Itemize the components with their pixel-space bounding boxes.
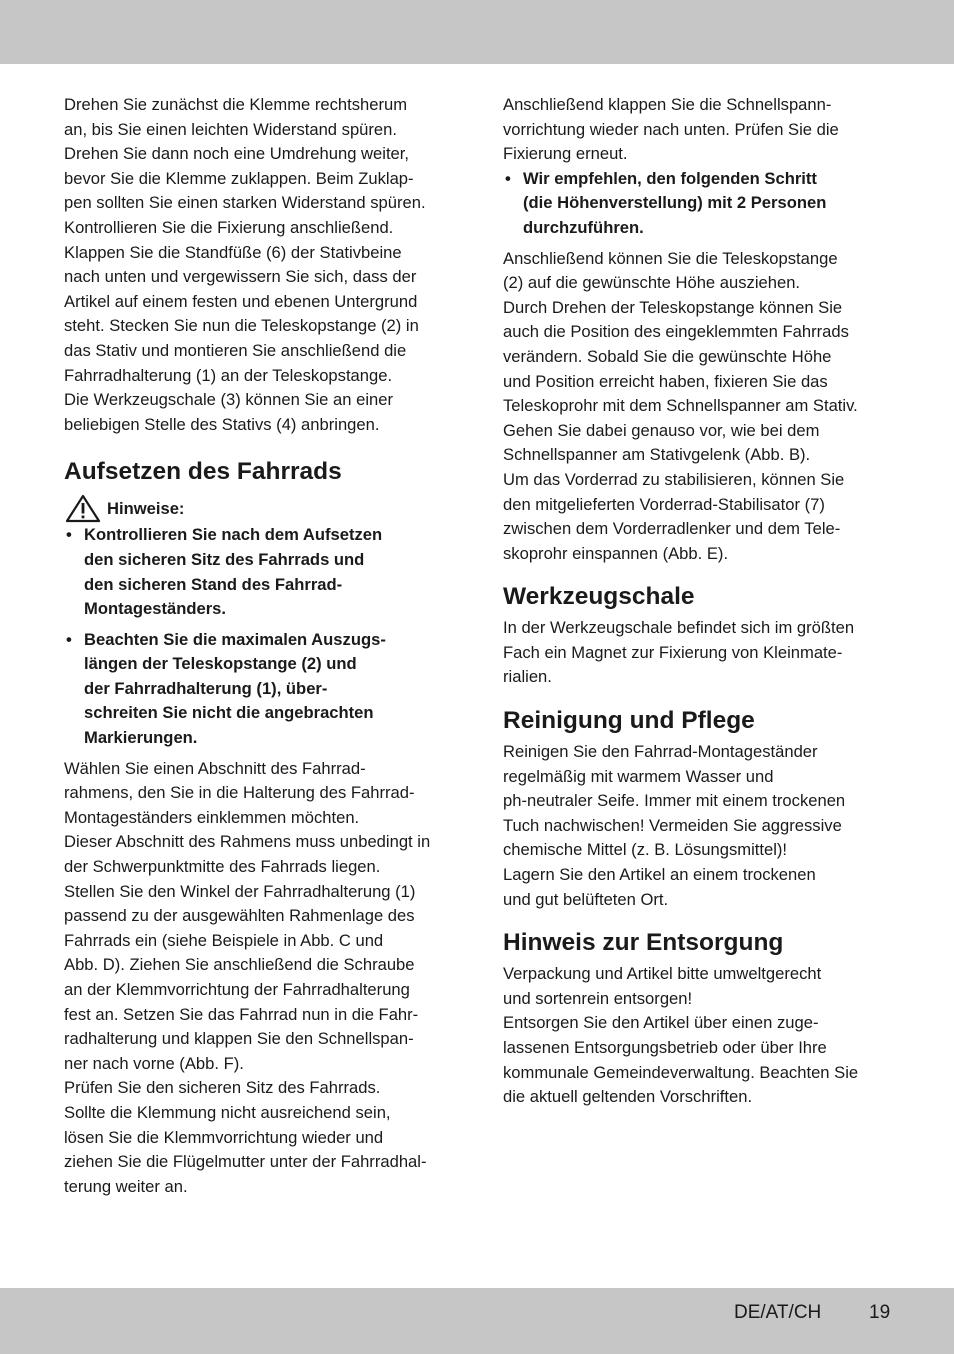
text-line: den sicheren Stand des Fahrrad- [84,574,343,594]
text-line: Sollte die Klemmung nicht ausreichend sein, [64,1102,391,1122]
page-number: 19 [869,1302,891,1323]
text-line: Klappen Sie die Standfüße (6) der Stativbeine [64,242,402,262]
text-line: Durch Drehen der Teleskopstange können Sie [503,297,843,317]
text-line: die aktuell geltenden Vorschriften. [503,1087,753,1107]
list-item [64,628,456,751]
text-line: bevor Sie die Klemme zuklappen. Beim Zuklap- [64,168,414,188]
text-line: lösen Sie die Klemmvorrichtung wieder und [64,1127,384,1147]
text-line: längen der Teleskopstange (2) und [84,654,357,674]
text-line: ner nach vorne (Abb. F). [64,1053,244,1073]
text-line: rialien. [503,667,552,687]
text-line: • Wir empfehlen, den folgenden Schritt [523,168,817,188]
text-line: zwischen dem Vorderradlenker und dem Tele- [503,519,841,539]
hint-list [64,523,456,750]
recommendation-list [503,167,893,241]
text-line: • Kontrollieren Sie nach dem Aufsetzen [84,525,383,545]
section-heading-entsorgung: Hinweis zur Entsorgung [503,929,784,957]
text-line: Fach ein Magnet zur Fixierung von Kleinmate- [503,642,843,662]
text-line: Drehen Sie zunächst die Klemme rechtsherum [64,95,408,114]
list-item [503,167,893,241]
text-line: Dieser Abschnitt des Rahmens muss unbedingt in [64,832,431,852]
header-bar [0,0,954,64]
text-line: Artikel auf einem festen und ebenen Untergrund [64,291,418,311]
text-line: steht. Stecken Sie nun die Teleskopstange (2) in [64,316,419,336]
text-line: fest an. Setzen Sie das Fahrrad nun in die Fahr- [64,1004,419,1024]
text-line: Stellen Sie den Winkel der Fahrradhalterung (1) [64,881,416,901]
right-column [503,93,893,1110]
text-line: Montageständers. [84,599,226,619]
text-line: Entsorgen Sie den Artikel über einen zuge- [503,1013,819,1033]
section-heading-aufsetzen: Aufsetzen des Fahrrads [64,458,342,486]
text-line: an, bis Sie einen leichten Widerstand spüren. [64,119,397,139]
text-line: pen sollten Sie einen starken Widerstand spüren. [64,193,426,213]
text-line: Lagern Sie den Artikel an einem trockenen [503,865,816,885]
text-line: chemische Mittel (z. B. Lösungsmittel)! [503,840,788,860]
text-line: Montageständers einklemmen möchten. [64,807,360,827]
text-line: lassenen Entsorgungsbetrieb oder über Ihre [503,1038,827,1057]
text-line: Fahrrads ein (siehe Beispiele in Abb. C und [64,930,384,950]
text-line: das Stativ und montieren Sie anschließend die [64,340,407,360]
text-line: beliebigen Stelle des Stativs (4) anbringen. [64,414,380,434]
text-line: der Schwerpunktmitte des Fahrrads liegen. [64,857,381,877]
text-line: (2) auf die gewünschte Höhe ausziehen. [503,273,801,293]
text-line: Die Werkzeugschale (3) können Sie an einer [64,390,393,410]
text-line: Drehen Sie dann noch eine Umdrehung weiter, [64,144,410,164]
text-line: an der Klemmvorrichtung der Fahrradhalterung [64,980,410,999]
hint-label: Hinweise: [107,498,185,518]
text-line: skoprohr einspannen (Abb. E). [503,543,729,563]
reinigung-paragraph [503,740,893,912]
text-line: In der Werkzeugschale befindet sich im größten [503,618,855,638]
text-line: schreiten Sie nicht die angebrachten [84,703,374,723]
text-line: und Position erreicht haben, fixieren Sie das [503,371,828,391]
text-line: und gut belüfteten Ort. [503,889,669,909]
body-paragraph [64,757,456,1200]
text-line: Prüfen Sie den sicheren Sitz des Fahrrads. [64,1078,381,1098]
text-line: nach unten und vergewissern Sie sich, dass der [64,267,417,287]
text-line: auch die Position des eingeklemmten Fahrrads [503,322,849,342]
text-line: regelmäßig mit warmem Wasser und [503,766,774,786]
text-line: Reinigen Sie den Fahrrad-Montageständer [503,742,818,762]
list-item [64,523,456,621]
entsorgung-paragraph [503,962,893,1110]
text-line: ziehen Sie die Flügelmutter unter der Fahrradhal- [64,1152,427,1172]
text-line: und sortenrein entsorgen! [503,988,693,1008]
text-line: (die Höhenverstellung) mit 2 Personen [523,193,827,213]
text-line: Schnellspanner am Stativgelenk (Abb. B). [503,445,811,465]
text-line: vorrichtung wieder nach unten. Prüfen Sie die [503,119,839,139]
text-line: Tuch nachwischen! Vermeiden Sie aggressive [503,815,842,835]
text-line: Anschließend klappen Sie die Schnellspann- [503,95,832,114]
text-line: Wählen Sie einen Abschnitt des Fahrrad- [64,758,366,778]
text-line: durchzuführen. [523,217,644,237]
intro-paragraph [503,93,893,167]
warning-icon [65,494,101,523]
text-line: den sicheren Sitz des Fahrrads und [84,549,365,569]
text-line: den mitgelieferten Vorderrad-Stabilisator (7) [503,494,825,514]
text-line: Abb. D). Ziehen Sie anschließend die Schraube [64,955,415,975]
text-line: verändern. Sobald Sie die gewünschte Höhe [503,346,832,366]
werkzeugschale-paragraph [503,616,893,690]
text-line: • Beachten Sie die maximalen Auszugs- [84,629,386,649]
text-line: Anschließend können Sie die Teleskopstange [503,248,838,268]
text-line: Markierungen. [84,728,198,748]
text-line: der Fahrradhalterung (1), über- [84,678,328,698]
section-heading-werkzeugschale: Werkzeugschale [503,583,695,611]
text-line: Gehen Sie dabei genauso vor, wie bei dem [503,420,820,440]
text-line: terung weiter an. [64,1176,188,1196]
text-line: Fahrradhalterung (1) an der Teleskopstange. [64,365,393,385]
left-column [64,93,456,1199]
text-line: passend zu der ausgewählten Rahmenlage des [64,906,415,926]
text-line: Verpackung und Artikel bitte umweltgerecht [503,964,822,984]
section-heading-reinigung: Reinigung und Pflege [503,707,755,735]
text-line: ph-neutraler Seife. Immer mit einem trockenen [503,791,846,811]
hint-title [65,494,456,523]
text-line: Teleskoprohr mit dem Schnellspanner am Stativ. [503,396,858,416]
intro-paragraph [64,93,456,437]
text-line: kommunale Gemeindeverwaltung. Beachten Sie [503,1062,859,1082]
text-line: radhalterung und klappen Sie den Schnellspan- [64,1029,414,1049]
body-paragraph [503,247,893,567]
text-line: Fixierung erneut. [503,144,628,164]
text-line: Um das Vorderrad zu stabilisieren, können Sie [503,469,845,489]
footer-language: DE/AT/CH [734,1302,822,1323]
text-line: Kontrollieren Sie die Fixierung anschließend. [64,217,394,237]
text-line: rahmens, den Sie in die Halterung des Fahrrad- [64,783,415,803]
